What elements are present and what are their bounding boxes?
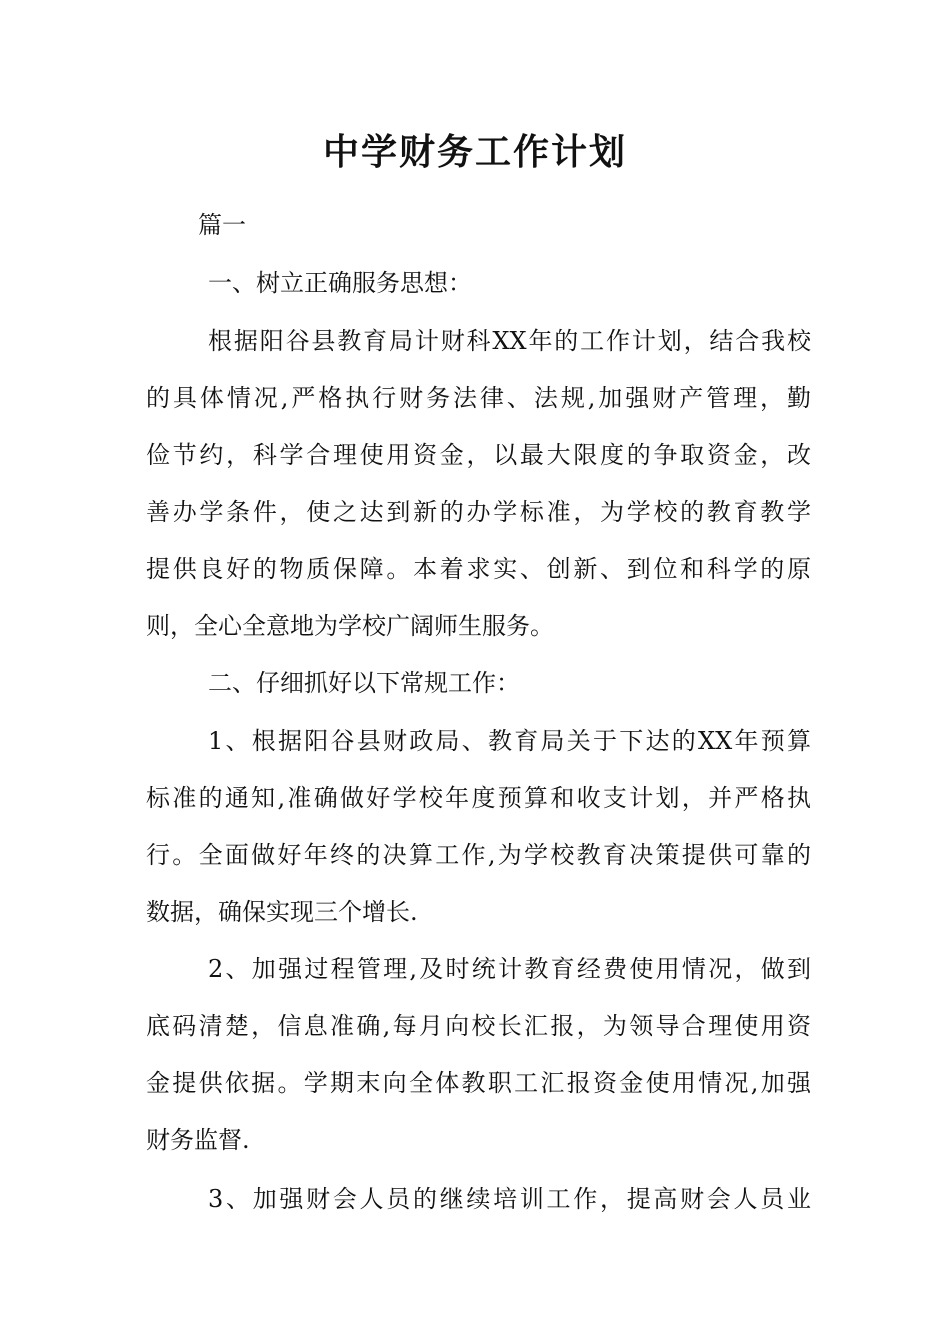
paragraph-line: 2、加强过程管理,及时统计教育经费使用情况，做到: [208, 955, 811, 983]
document-title: 中学财务工作计划: [322, 132, 627, 173]
paragraph-line: 金提供依据。学期末向全体教职工汇报资金使用情况,加强: [146, 1069, 811, 1097]
heading-1: 一、树立正确服务思想：: [208, 269, 472, 297]
paragraph-line: 3、加强财会人员的继续培训工作，提高财会人员业: [208, 1185, 811, 1213]
paragraph-line: 标准的通知,准确做好学校年度预算和收支计划，并严格执: [146, 784, 811, 812]
paragraph-line: 根据阳谷县教育局计财科XX年的工作计划，结合我校: [208, 327, 811, 355]
paragraph-line: 提供良好的物质保障。本着求实、创新、到位和科学的原: [146, 555, 811, 583]
paragraph-line: 底码清楚，信息准确,每月向校长汇报，为领导合理使用资: [146, 1012, 811, 1040]
paragraph-line: 俭节约，科学合理使用资金，以最大限度的争取资金，改: [146, 441, 811, 469]
paragraph-line: 善办学条件，使之达到新的办学标准，为学校的教育教学: [146, 498, 811, 526]
paragraph-line: 则，全心全意地为学校广阔师生服务。: [146, 612, 554, 640]
paragraph-line: 数据，确保实现三个增长.: [146, 898, 418, 926]
paragraph-line: 的具体情况,严格执行财务法律、法规,加强财产管理，勤: [146, 384, 811, 412]
heading-2: 二、仔细抓好以下常规工作：: [208, 669, 520, 697]
section-label: 篇一: [198, 211, 246, 239]
paragraph-line: 财务监督.: [146, 1126, 250, 1154]
paragraph-line: 行。全面做好年终的决算工作,为学校教育决策提供可靠的: [146, 841, 811, 869]
paragraph-line: 1、根据阳谷县财政局、教育局关于下达的XX年预算: [208, 727, 811, 755]
